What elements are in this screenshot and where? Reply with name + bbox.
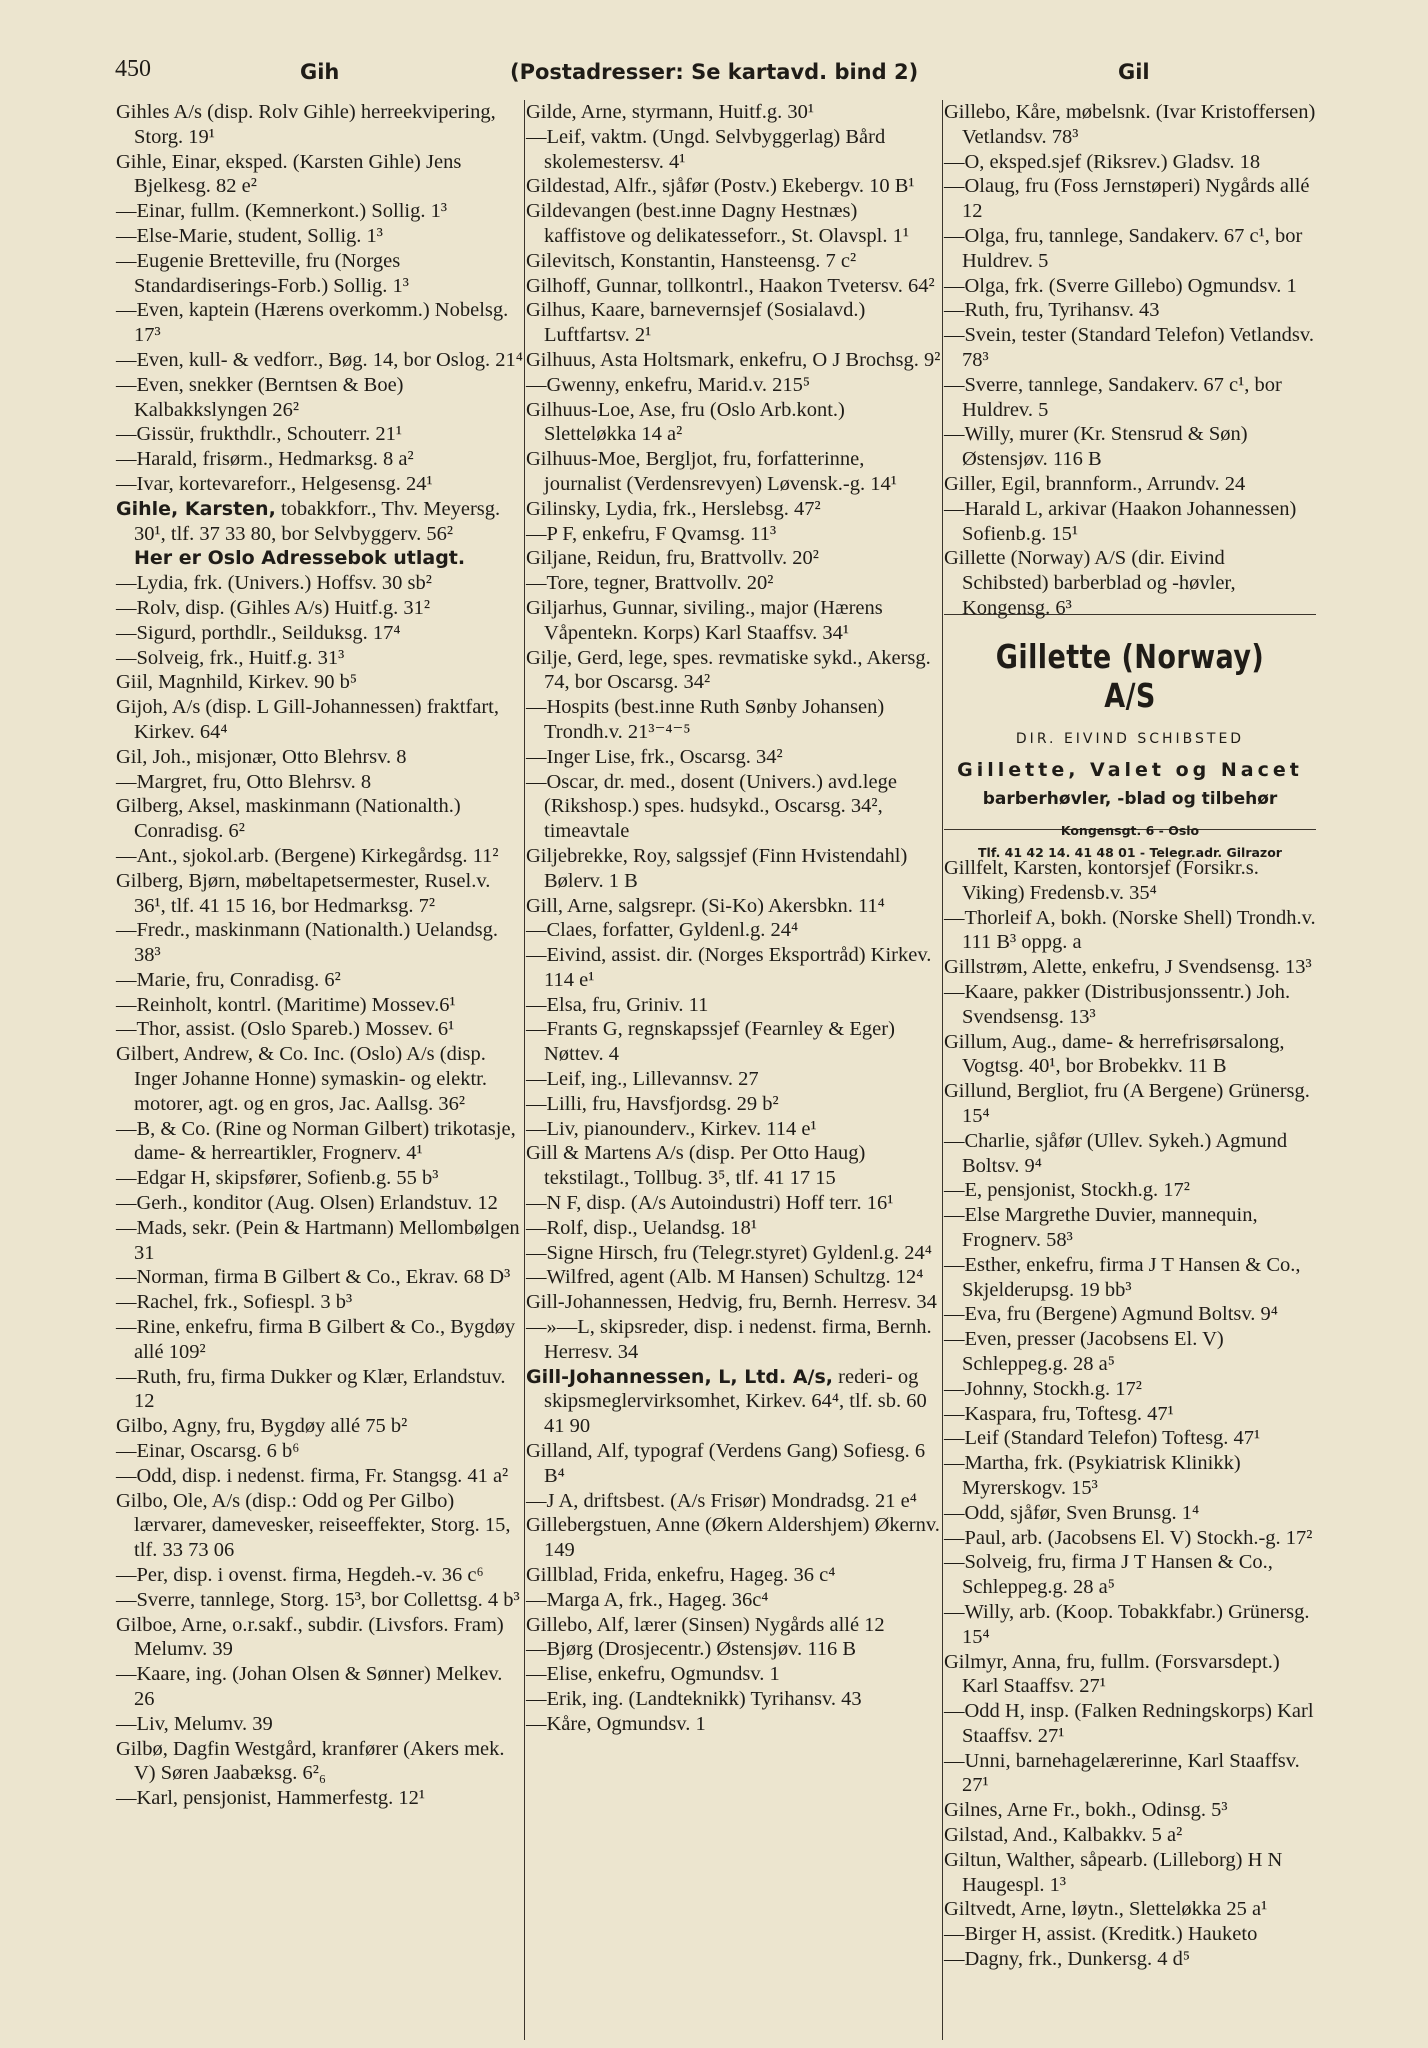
directory-entry: Gilbo, Ole, A/s (disp.: Odd og Per Gilbo) lærvarer, damevesker, reiseeffekter, Storg. 15, tlf. 33 73 06 bbox=[116, 1489, 511, 1562]
left-running-head: Gih bbox=[300, 60, 340, 84]
gillette-advertisement bbox=[944, 614, 1316, 860]
directory-entry: Gilland, Alf, typograf (Verdens Gang) Sofiesg. 6 B⁴ bbox=[526, 1440, 926, 1487]
directory-entry: Gill & Martens A/s (disp. Per Otto Haug) tekstilagt., Tollbug. 3⁵, tlf. 41 17 15 bbox=[526, 1142, 866, 1190]
directory-entry: Giljane, Reidun, fru, Brattvollv. 20² bbox=[526, 547, 819, 570]
directory-entry: Gilinsky, Lydia, frk., Herslebsg. 47² bbox=[526, 497, 821, 520]
directory-entry: —Even, kaptein (Hærens overkomm.) Nobelsg. 17³ bbox=[116, 299, 509, 347]
directory-entry: —Lydia, frk. (Univers.) Hoffsv. 30 sb² bbox=[116, 572, 432, 595]
directory-entry: —Bjørg (Drosjecentr.) Østensjøv. 116 B bbox=[526, 1638, 857, 1661]
directory-entry: —Odd, sjåfør, Sven Brunsg. 1⁴ bbox=[944, 1501, 1200, 1524]
directory-entry: —Dagny, frk., Dunkersg. 4 d⁵ bbox=[944, 1948, 1191, 1971]
notice-line: Her er Oslo Adressebok utlagt. bbox=[134, 547, 466, 570]
directory-entry: —Leif, vaktm. (Ungd. Selvbyggerlag) Bård skolemestersv. 4¹ bbox=[526, 125, 886, 173]
entry-text: rederi- og skipsmeglervirksomhet, Kirkev. 64⁴, tlf. sb. 60 41 90 bbox=[544, 1365, 927, 1438]
directory-entry: —Marga A, frk., Hageg. 36c⁴ bbox=[526, 1588, 769, 1611]
directory-entry: Gilberg, Bjørn, møbeltapetsermester, Rusel.v. 36¹, tlf. 41 15 16, bor Hedmarksg. 7² bbox=[116, 869, 491, 917]
directory-entry: —Edgar H, skipsfører, Sofienb.g. 55 b³ bbox=[116, 1167, 439, 1190]
directory-entry: —Odd, disp. i nedenst. firma, Fr. Stangsg. 41 a² bbox=[116, 1464, 509, 1487]
directory-entry: —O, eksped.sjef (Riksrev.) Gladsv. 18 bbox=[944, 150, 1261, 173]
directory-entry: —»—L, skipsreder, disp. i nedenst. firma, Bernh. Herresv. 34 bbox=[526, 1316, 932, 1363]
directory-entry: —Rolf, disp., Uelandsg. 18¹ bbox=[526, 1216, 758, 1239]
directory-entry: —Harald L, arkivar (Haakon Johannessen) Sofienb.g. 15¹ bbox=[944, 497, 1297, 545]
directory-entry: —Johnny, Stockh.g. 17² bbox=[944, 1377, 1142, 1400]
directory-entry: Giljebrekke, Roy, salgssjef (Finn Hvistendahl) Bølerv. 1 B bbox=[526, 844, 908, 892]
directory-entry: —Norman, firma B Gilbert & Co., Ekrav. 68 D³ bbox=[116, 1266, 511, 1289]
column-3-bottom bbox=[944, 856, 1316, 1972]
directory-entry: Gilnes, Arne Fr., bokh., Odinsg. 5³ bbox=[944, 1799, 1228, 1822]
directory-entry: —Birger H, assist. (Kreditk.) Hauketo bbox=[944, 1923, 1258, 1946]
directory-entry: —Mads, sekr. (Pein & Hartmann) Mellombølgen 31 bbox=[116, 1216, 520, 1264]
directory-entry: Gilbert, Andrew, & Co. Inc. (Oslo) A/s (disp. Inger Johanne Honne) symaskin- og elektr. motorer, agt. og en gros, Jac. Aallsg. 36² bbox=[116, 1043, 487, 1115]
directory-entry: —Solveig, frk., Huitf.g. 31³ bbox=[116, 646, 345, 669]
column-2 bbox=[526, 100, 942, 1737]
directory-entry: —Lilli, fru, Havsfjordsg. 29 b² bbox=[526, 1092, 779, 1115]
directory-entry: —Olga, fru, tannlege, Sandakerv. 67 c¹, bor Huldrev. 5 bbox=[944, 224, 1303, 272]
directory-entry: —Reinholt, kontrl. (Maritime) Mossev.6¹ bbox=[116, 993, 456, 1016]
directory-entry: —Olga, frk. (Sverre Gillebo) Ogmundsv. 1 bbox=[944, 274, 1297, 297]
directory-entry: —Rine, enkefru, firma B Gilbert & Co., Bygdøy allé 109² bbox=[116, 1316, 516, 1363]
directory-entry: —Ant., sjokol.arb. (Bergene) Kirkegårdsg. 11² bbox=[116, 844, 499, 867]
directory-entry: —N F, disp. (A/s Autoindustri) Hoff terr. 16¹ bbox=[526, 1192, 894, 1215]
directory-entry: Gillette (Norway) A/S (dir. Eivind Schibsted) barberblad og -høvler, Kongensg. 6³ bbox=[944, 547, 1236, 619]
column-1 bbox=[116, 100, 526, 1811]
ad-subtitle: DIR. EIVIND SCHIBSTED bbox=[1015, 731, 1245, 747]
directory-entry: Giljarhus, Gunnar, siviling., major (Hærens Våpentekn. Korps) Karl Staaffsv. 34¹ bbox=[526, 596, 883, 644]
directory-entry: Gilboe, Arne, o.r.sakf., subdir. (Livsfors. Fram) Melumv. 39 bbox=[116, 1613, 504, 1661]
directory-entry: —Gwenny, enkefru, Marid.v. 215⁵ bbox=[526, 373, 811, 396]
directory-entry: Gillebergstuen, Anne (Økern Aldershjem) Økernv. 149 bbox=[526, 1514, 940, 1562]
directory-entry: Gilevitsch, Konstantin, Hansteensg. 7 c² bbox=[526, 249, 857, 272]
directory-entry: Gilbo, Agny, fru, Bygdøy allé 75 b² bbox=[116, 1415, 408, 1438]
directory-entry: —Kaare, ing. (Johan Olsen & Sønner) Melkev. 26 bbox=[116, 1663, 503, 1710]
directory-entry: —Odd H, insp. (Falken Redningskorps) Karl Staaffsv. 27¹ bbox=[944, 1700, 1314, 1747]
directory-entry: Gilde, Arne, styrmann, Huitf.g. 30¹ bbox=[526, 101, 814, 123]
directory-entry: —Gerh., konditor (Aug. Olsen) Erlandstuv. 12 bbox=[116, 1192, 498, 1215]
directory-entry: —P F, enkefru, F Qvamsg. 11³ bbox=[526, 522, 777, 545]
directory-entry: —Charlie, sjåfør (Ullev. Sykeh.) Agmund Boltsv. 9⁴ bbox=[944, 1129, 1288, 1177]
directory-entry: —Sigurd, porthdlr., Seilduksg. 17⁴ bbox=[116, 621, 401, 644]
directory-entry: Gilmyr, Anna, fru, fullm. (Forsvarsdept.) Karl Staaffsv. 27¹ bbox=[944, 1650, 1280, 1698]
directory-entry: Gilberg, Aksel, maskinmann (Nationalth.) Conradisg. 6² bbox=[116, 795, 461, 843]
directory-entry: Gilbø, Dagfin Westgård, kranfører (Akers mek. V) Søren Jaabæksg. 6²₆ bbox=[116, 1737, 505, 1785]
directory-entry: Gilstad, And., Kalbakkv. 5 a² bbox=[944, 1824, 1183, 1847]
directory-entry: Gilhuus-Loe, Ase, fru (Oslo Arb.kont.) Sletteløkka 14 a² bbox=[526, 398, 845, 446]
column-divider bbox=[942, 100, 943, 2040]
directory-entry: —Einar, fullm. (Kemnerkont.) Sollig. 1³ bbox=[116, 200, 447, 223]
directory-entry: Giil, Magnhild, Kirkev. 90 b⁵ bbox=[116, 671, 357, 694]
directory-entry: —Liv, pianounderv., Kirkev. 114 e¹ bbox=[526, 1117, 817, 1140]
directory-entry: —Signe Hirsch, fru (Telegr.styret) Gyldenl.g. 24⁴ bbox=[526, 1241, 932, 1264]
directory-entry: Gillebo, Kåre, møbelsnk. (Ivar Kristoffersen) Vetlandsv. 78³ bbox=[944, 101, 1316, 148]
directory-entry: Gihles A/s (disp. Rolv Gihle) herreekvipering, Storg. 19¹ bbox=[116, 101, 496, 148]
directory-entry: —Sverre, tannlege, Sandakerv. 67 c¹, bor Huldrev. 5 bbox=[944, 373, 1282, 421]
directory-entry: —Ruth, fru, Tyrihansv. 43 bbox=[944, 299, 1160, 322]
directory-entry: Gihle, Einar, eksped. (Karsten Gihle) Jens Bjelkesg. 82 e² bbox=[116, 150, 462, 198]
directory-entry: Giltun, Walther, såpearb. (Lilleborg) H N Haugespl. 1³ bbox=[944, 1848, 1283, 1896]
directory-entry: —Leif, ing., Lillevannsv. 27 bbox=[526, 1068, 759, 1091]
directory-entry: —Even, presser (Jacobsens El. V) Schleppeg.g. 28 a⁵ bbox=[944, 1328, 1224, 1375]
directory-entry: —Marie, fru, Conradisg. 6² bbox=[116, 968, 341, 991]
directory-entry: Gildevangen (best.inne Dagny Hestnæs) kaffistove og delikatesseforr., St. Olavspl. 1¹ bbox=[526, 200, 910, 247]
directory-entry: —Ivar, kortevareforr., Helgesensg. 24¹ bbox=[116, 472, 433, 495]
directory-entry: Gillfelt, Karsten, kontorsjef (Forsikr.s. Viking) Fredensb.v. 35⁴ bbox=[944, 857, 1259, 904]
directory-entry: Gillebo, Alf, lærer (Sinsen) Nygårds allé 12 bbox=[526, 1613, 885, 1636]
directory-entry: Giller, Egil, brannform., Arrundv. 24 bbox=[944, 472, 1246, 495]
entry-text: tobakkforr., Thv. Meyersg. 30¹, tlf. 37 33 80, bor Selvbyggerv. 56² bbox=[134, 497, 501, 545]
directory-entry: —Tore, tegner, Brattvollv. 20² bbox=[526, 572, 774, 595]
directory-entry: —Inger Lise, frk., Oscarsg. 34² bbox=[526, 745, 783, 768]
directory-entry: —Elise, enkefru, Ogmundsv. 1 bbox=[526, 1663, 780, 1686]
ad-address: Kongensgt. 6 - Oslo bbox=[1060, 823, 1200, 838]
directory-entry: —Liv, Melumv. 39 bbox=[116, 1712, 273, 1735]
directory-entry: —Ruth, fru, firma Dukker og Klær, Erlandstuv. 12 bbox=[116, 1365, 506, 1413]
ad-products: barberhøvler, -blad og tilbehør bbox=[982, 789, 1278, 809]
directory-entry: Giltvedt, Arne, løytn., Sletteløkka 25 a¹ bbox=[944, 1898, 1268, 1921]
directory-entry: —Willy, murer (Kr. Stensrud & Søn) Østensjøv. 116 B bbox=[944, 423, 1248, 471]
directory-entry: —Thorleif A, bokh. (Norske Shell) Trondh.v. 111 B³ oppg. a bbox=[944, 906, 1316, 954]
directory-entry: —Sverre, tannlege, Storg. 15³, bor Collettsg. 4 b³ bbox=[116, 1588, 520, 1611]
directory-entry: Gilhus, Kaare, barnevernsjef (Sosialavd.) Luftfartsv. 2¹ bbox=[526, 299, 866, 347]
directory-entry: —Solveig, fru, firma J T Hansen & Co., Schleppeg.g. 28 a⁵ bbox=[944, 1551, 1273, 1599]
directory-entry: —Willy, arb. (Koop. Tobakkfabr.) Grünersg. 15⁴ bbox=[944, 1600, 1310, 1648]
directory-entry: Gillum, Aug., dame- & herrefrisørsalong, Vogtsg. 40¹, bor Brobekkv. 11 B bbox=[944, 1030, 1285, 1078]
directory-entry: —Unni, barnehagelærerinne, Karl Staaffsv. 27¹ bbox=[944, 1749, 1300, 1797]
directory-entry: —Else Margrethe Duvier, mannequin, Frognerv. 58³ bbox=[944, 1204, 1258, 1251]
directory-entry: —Martha, frk. (Psykiatrisk Klinikk) Myrerskogv. 15³ bbox=[944, 1452, 1241, 1499]
directory-entry: —Per, disp. i ovenst. firma, Hegdeh.-v. 36 c⁶ bbox=[116, 1564, 484, 1587]
directory-entry: Gilje, Gerd, lege, spes. revmatiske sykd., Akersg. 74, bor Oscarsg. 34² bbox=[526, 646, 931, 694]
directory-entry: —Harald, frisørm., Hedmarksg. 8 a² bbox=[116, 448, 414, 471]
directory-entry: —Even, snekker (Berntsen & Boe) Kalbakkslyngen 26² bbox=[116, 373, 404, 421]
directory-entry: Gill-Johannessen, Hedvig, fru, Bernh. Herresv. 34 bbox=[526, 1291, 937, 1314]
directory-entry bbox=[526, 1365, 942, 1439]
directory-entry: —Eugenie Bretteville, fru (Norges Standardiserings-Forb.) Sollig. 1³ bbox=[116, 249, 409, 297]
directory-entry: —J A, driftsbest. (A/s Frisør) Mondradsg. 21 e⁴ bbox=[526, 1489, 917, 1512]
directory-entry: —Esther, enkefru, firma J T Hansen & Co., Skjelderupsg. 19 bb³ bbox=[944, 1253, 1301, 1301]
directory-entry: —Leif (Standard Telefon) Toftesg. 47¹ bbox=[944, 1427, 1261, 1450]
directory-entry: Gillstrøm, Alette, enkefru, J Svendsensg. 13³ bbox=[944, 956, 1312, 979]
directory-entry: —Eivind, assist. dir. (Norges Eksportråd) Kirkev. 114 e¹ bbox=[526, 944, 932, 991]
directory-entry: Gillblad, Frida, enkefru, Hageg. 36 c⁴ bbox=[526, 1564, 836, 1587]
ad-tagline: Gillette, Valet og Nacet bbox=[957, 759, 1303, 781]
directory-entry: —Eva, fru (Bergene) Agmund Boltsv. 9⁴ bbox=[944, 1303, 1278, 1326]
directory-entry: —Kåre, Ogmundsv. 1 bbox=[526, 1712, 706, 1735]
directory-entry: —Rachel, frk., Sofiespl. 3 b³ bbox=[116, 1291, 353, 1314]
directory-entry: —Svein, tester (Standard Telefon) Vetlandsv. 78³ bbox=[944, 324, 1314, 371]
directory-entry: —Fredr., maskinmann (Nationalth.) Uelandsg. 38³ bbox=[116, 919, 499, 967]
directory-entry: Gilhoff, Gunnar, tollkontrl., Haakon Tvetersv. 64² bbox=[526, 274, 935, 297]
directory-entry: —B, & Co. (Rine og Norman Gilbert) trikotasje, dame- & herreartikler, Frognerv. 4¹ bbox=[116, 1117, 516, 1165]
directory-entry: —Kaare, pakker (Distribusjonssentr.) Joh. Svendsensg. 13³ bbox=[944, 980, 1291, 1028]
page-number: 450 bbox=[115, 56, 151, 82]
ad-phone: Tlf. 41 42 14. 41 48 01 - Telegr.adr. Gilrazor bbox=[978, 845, 1282, 860]
directory-entry: —Oscar, dr. med., dosent (Univers.) avd.lege (Rikshosp.) spes. hudsykd., Oscarsg. 34², timeavtale bbox=[526, 770, 897, 843]
directory-entry: —Einar, Oscarsg. 6 b⁶ bbox=[116, 1440, 300, 1463]
directory-entry: —Kaspara, fru, Toftesg. 47¹ bbox=[944, 1402, 1174, 1425]
right-running-head: Gil bbox=[1118, 60, 1150, 84]
directory-entry: —Wilfred, agent (Alb. M Hansen) Schultzg. 12⁴ bbox=[526, 1266, 924, 1289]
directory-entry: —Paul, arb. (Jacobsens El. V) Stockh.-g. 17² bbox=[944, 1526, 1313, 1549]
directory-entry: —Even, kull- & vedforr., Bøg. 14, bor Oslog. 21⁴ bbox=[116, 348, 523, 371]
center-running-head: (Postadresser: Se kartavd. bind 2) bbox=[510, 60, 919, 84]
directory-entry: —Claes, forfatter, Gyldenl.g. 24⁴ bbox=[526, 919, 799, 942]
directory-entry: —Erik, ing. (Landteknikk) Tyrihansv. 43 bbox=[526, 1688, 862, 1710]
directory-entry: —Karl, pensjonist, Hammerfestg. 12¹ bbox=[116, 1787, 426, 1810]
directory-entry: —Margret, fru, Otto Blehrsv. 8 bbox=[116, 770, 372, 793]
entry-bold-name: Gihle, Karsten, bbox=[116, 497, 276, 520]
directory-entry: —Thor, assist. (Oslo Spareb.) Mossev. 6¹ bbox=[116, 1018, 455, 1041]
column-3-top bbox=[944, 100, 1316, 621]
directory-entry: Gilhuus-Moe, Bergljot, fru, forfatterinne, journalist (Verdensrevyen) Løvensk.-g. 14¹ bbox=[526, 448, 897, 495]
ad-title: Gillette (Norway) A/S bbox=[995, 637, 1265, 715]
directory-entry: —Frants G, regnskapssjef (Fearnley & Eger) Nøttev. 4 bbox=[526, 1018, 895, 1066]
directory-entry bbox=[116, 497, 526, 547]
directory-entry: Gil, Joh., misjonær, Otto Blehrsv. 8 bbox=[116, 745, 407, 768]
directory-entry: Gildestad, Alfr., sjåfør (Postv.) Ekebergv. 10 B¹ bbox=[526, 175, 915, 198]
entry-bold-name: Gill-Johannessen, L, Ltd. A/s, bbox=[526, 1365, 834, 1388]
directory-entry: Gilhuus, Asta Holtsmark, enkefru, O J Brochsg. 9² bbox=[526, 348, 941, 371]
directory-entry: Gijoh, A/s (disp. L Gill-Johannessen) fraktfart, Kirkev. 64⁴ bbox=[116, 696, 499, 743]
directory-entry: —Gissür, frukthdlr., Schouterr. 21¹ bbox=[116, 423, 403, 446]
directory-entry: —Hospits (best.inne Ruth Sønby Johansen) Trondh.v. 21³⁻⁴⁻⁵ bbox=[526, 696, 885, 743]
directory-entry: —E, pensjonist, Stockh.g. 17² bbox=[944, 1179, 1190, 1202]
directory-entry: —Else-Marie, student, Sollig. 1³ bbox=[116, 224, 383, 247]
directory-entry: —Elsa, fru, Griniv. 11 bbox=[526, 993, 709, 1016]
directory-entry: —Olaug, fru (Foss Jernstøperi) Nygårds allé 12 bbox=[944, 175, 1310, 223]
directory-entry: —Rolv, disp. (Gihles A/s) Huitf.g. 31² bbox=[116, 596, 431, 619]
directory-entry: Gill, Arne, salgsrepr. (Si-Ko) Akersbkn. 11⁴ bbox=[526, 894, 885, 917]
directory-entry: Gillund, Bergliot, fru (A Bergene) Grünersg. 15⁴ bbox=[944, 1080, 1310, 1127]
